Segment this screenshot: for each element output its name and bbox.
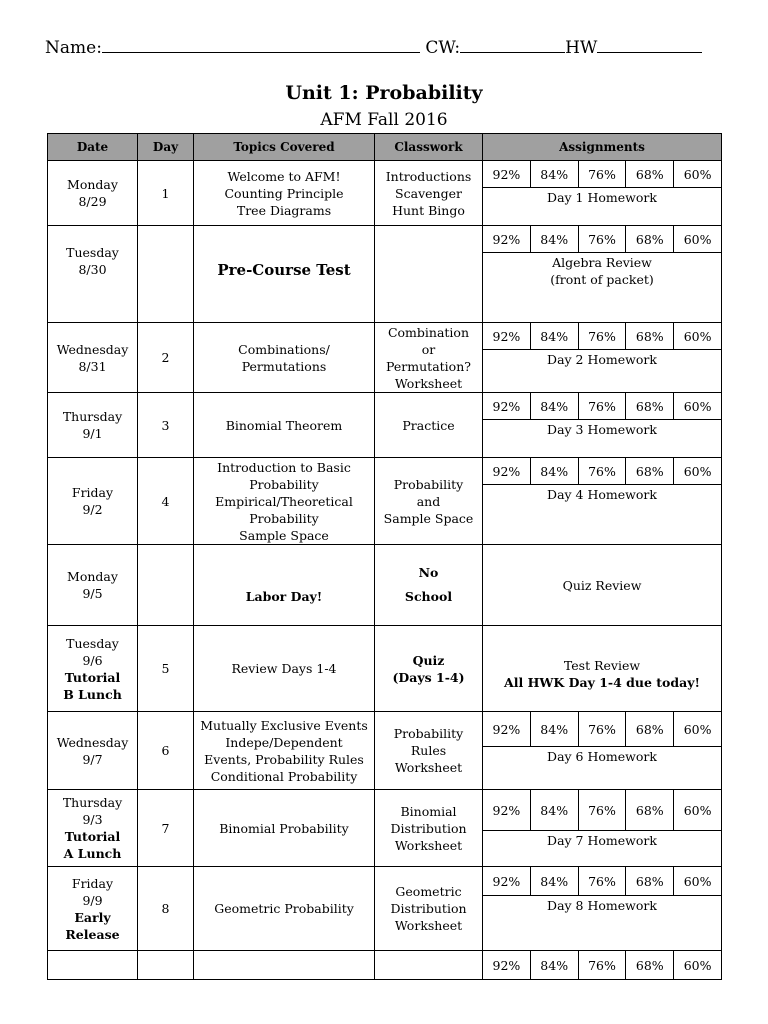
column-header: Day [138,134,194,161]
topics-cell: Geometric Probability [194,867,375,951]
assignment-cell: Test Review All HWK Day 1-4 due today! [483,626,722,712]
topics-cell: Pre-Course Test [194,226,375,323]
classwork-cell: Geometric Distribution Worksheet [375,867,483,951]
grade-percent-row: 92% 84% 76% 68% 60% [483,226,721,253]
grade-percent-row: 92% 84% 76% 68% 60% [483,867,721,896]
table-row [48,226,722,323]
table-row [48,161,722,226]
day-cell [138,226,194,323]
table-row [48,323,722,393]
classwork-cell [375,226,483,323]
homework-label: Day 8 Homework [547,898,657,913]
table-row [48,951,722,980]
topics-cell: Labor Day! [194,545,375,626]
assignment-cell: Quiz Review [483,545,722,626]
table-header-row [48,134,722,161]
topics-cell [194,951,375,980]
homework-label: Day 7 Homework [547,833,657,848]
grade-percent-row: 92% 84% 76% 68% 60% [483,951,721,979]
column-header: Assignments [483,134,722,161]
day-cell: 5 [138,626,194,712]
grade-percent-row: 92% 84% 76% 68% 60% [483,790,721,831]
cw-label: CW: [425,38,461,58]
homework-label: Day 2 Homework [547,352,657,367]
day-cell [138,951,194,980]
grade-percent-row: 92% 84% 76% 68% 60% [483,161,721,188]
classwork-cell: Quiz (Days 1-4) [375,626,483,712]
date-cell [48,951,138,980]
day-cell: 4 [138,458,194,545]
day-cell: 3 [138,393,194,458]
homework-label: Day 1 Homework [547,190,657,205]
day-cell: 1 [138,161,194,226]
date-cell: Friday 9/9 Early Release [48,867,138,951]
page-subtitle: AFM Fall 2016 [320,110,448,130]
topics-cell: Introduction to Basic Probability Empirical/Theoretical Probability Sample Space [194,458,375,545]
column-header: Classwork [375,134,483,161]
date-cell: Tuesday 8/30 [48,226,138,323]
date-cell: Friday 9/2 [48,458,138,545]
topics-cell: Binomial Theorem [194,393,375,458]
page-title: Unit 1: Probability [285,82,483,104]
date-cell: Monday 9/5 [48,545,138,626]
assignment-cell [483,393,722,458]
date-cell: Tuesday 9/6 Tutorial B Lunch [48,626,138,712]
assignment-cell [483,867,722,951]
homework-label: Day 4 Homework [547,487,657,502]
grade-percent-row: 92% 84% 76% 68% 60% [483,393,721,420]
topics-cell: Combinations/ Permutations [194,323,375,393]
day-cell [138,545,194,626]
hw-blank [597,38,702,53]
homework-label: Algebra Review (front of packet) [550,255,654,287]
table-row [48,393,722,458]
topics-cell: Review Days 1-4 [194,626,375,712]
assignment-cell [483,790,722,867]
grade-percent-row: 92% 84% 76% 68% 60% [483,323,721,350]
column-header: Date [48,134,138,161]
cw-blank [460,38,565,53]
day-cell: 6 [138,712,194,790]
header-fields [45,38,702,58]
assignment-cell [483,323,722,393]
classwork-cell: No School [375,545,483,626]
classwork-cell: Binomial Distribution Worksheet [375,790,483,867]
classwork-cell: Combination or Permutation? Worksheet [375,323,483,393]
assignment-cell [483,712,722,790]
table-row [48,545,722,626]
classwork-cell: Probability and Sample Space [375,458,483,545]
column-header: Topics Covered [194,134,375,161]
hw-label: HW [565,38,598,58]
date-cell: Wednesday 9/7 [48,712,138,790]
assignment-cell [483,161,722,226]
date-cell: Thursday 9/1 [48,393,138,458]
day-cell: 2 [138,323,194,393]
classwork-cell: Probability Rules Worksheet [375,712,483,790]
day-cell: 8 [138,867,194,951]
table-row [48,458,722,545]
classwork-cell: Practice [375,393,483,458]
table-row [48,790,722,867]
table-row [48,626,722,712]
date-cell: Thursday 9/3 Tutorial A Lunch [48,790,138,867]
day-cell: 7 [138,790,194,867]
assignment-cell [483,226,722,323]
table-row [48,712,722,790]
table-row [48,867,722,951]
assignment-cell [483,458,722,545]
assignment-cell [483,951,722,980]
topics-cell: Mutually Exclusive Events Indepe/Dependent Events, Probability Rules Conditional Probability [194,712,375,790]
name-label: Name: [45,38,102,58]
grade-percent-row: 92% 84% 76% 68% 60% [483,712,721,747]
name-blank [102,38,420,53]
date-cell: Monday 8/29 [48,161,138,226]
topics-cell: Welcome to AFM! Counting Principle Tree Diagrams [194,161,375,226]
grade-percent-row: 92% 84% 76% 68% 60% [483,458,721,485]
homework-label: Day 6 Homework [547,749,657,764]
classwork-cell [375,951,483,980]
classwork-cell: Introductions Scavenger Hunt Bingo [375,161,483,226]
homework-label: Day 3 Homework [547,422,657,437]
date-cell: Wednesday 8/31 [48,323,138,393]
topics-cell: Binomial Probability [194,790,375,867]
schedule-table [47,133,722,980]
